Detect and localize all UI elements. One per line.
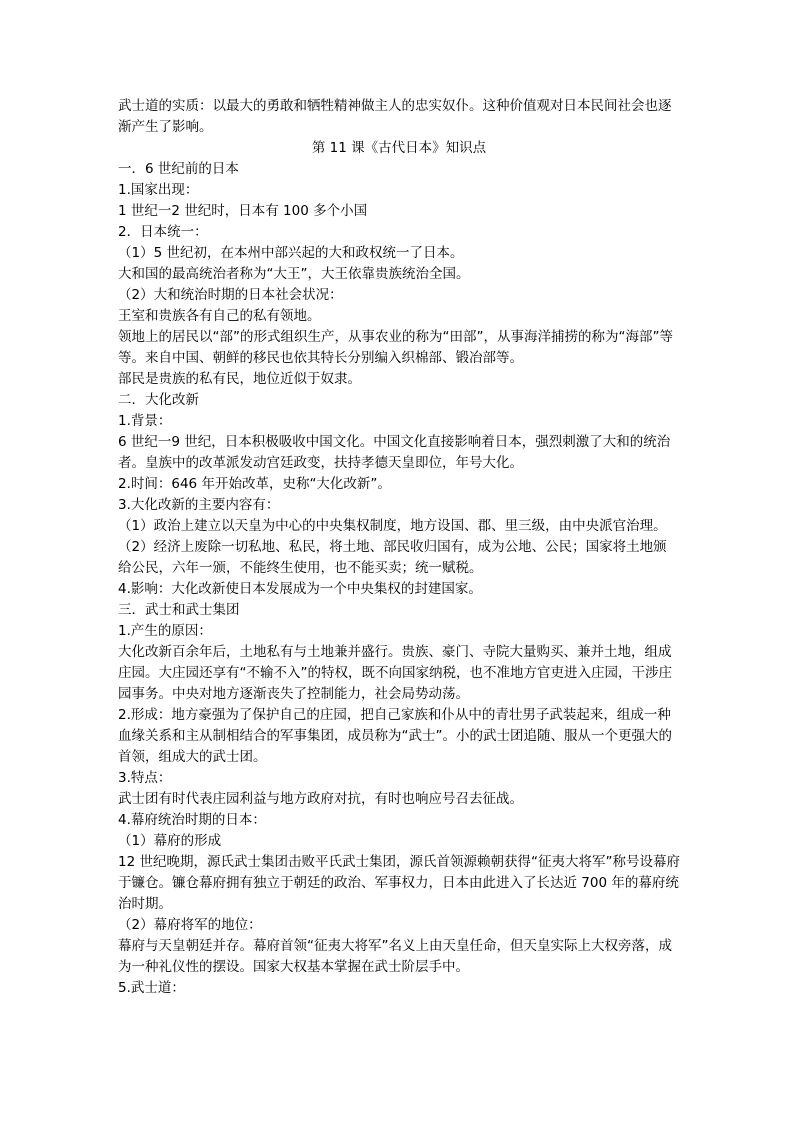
paragraph: （1）幕府的形成 — [118, 833, 222, 849]
subheading: 2．日本统一： — [118, 224, 208, 240]
paragraph: 2.形成：地方豪强为了保护自己的庄园，把自己家族和仆从中的青壮男子武装起来，组成一种血缘关系和主从制相结合的军事集团，成员称为“武士”。小的武士团追随、服从一个更强大的首领，组成大的武士团。 — [118, 707, 672, 765]
paragraph: 大和国的最高统治者称为“大王”，大王依靠贵族统治全国。 — [118, 266, 470, 282]
paragraph: 2.时间：646 年开始改革，史称“大化改新”。 — [118, 476, 391, 492]
paragraph: （1）5 世纪初，在本州中部兴起的大和政权统一了日本。 — [118, 245, 464, 261]
paragraph: 1 世纪一2 世纪时，日本有 100 多个小国 — [118, 203, 368, 219]
paragraph: 王室和贵族各有自己的私有领地。 — [118, 308, 321, 324]
paragraph: 4.影响：大化改新使日本发展成为一个中央集权的封建国家。 — [118, 581, 482, 597]
paragraph: 12 世纪晚期，源氏武士集团击败平氏武士集团，源氏首领源赖朝获得“征夷大将军”称号设幕府于镰仓。镰仓幕府拥有独立于朝廷的政治、军事权力，日本由此进入了长达近 700 年的幕府统治时期。 — [118, 854, 680, 912]
paragraph: 部民是贵族的私有民，地位近似于奴隶。 — [118, 371, 361, 387]
paragraph: 武士道的实质：以最大的勇敢和牺牲精神做主人的忠实奴仆。这种价值观对日本民间社会也逐渐产生了影响。 — [118, 98, 672, 135]
subheading: 3.大化改新的主要内容有： — [118, 497, 280, 513]
paragraph: 幕府与天皇朝廷并存。幕府首领“征夷大将军”名义上由天皇任命，但天皇实际上大权旁落，成为一种礼仪性的摆设。国家大权基本掌握在武士阶层手中。 — [118, 938, 672, 975]
subheading: 4.幕府统治时期的日本： — [118, 812, 266, 828]
paragraph: （1）政治上建立以天皇为中心的中央集权制度，地方设国、郡、里三级，由中央派官治理。 — [118, 518, 667, 534]
subheading: 1.背景： — [118, 413, 172, 429]
paragraph: 武士团有时代表庄园利益与地方政府对抗，有时也响应号召去征战。 — [118, 791, 523, 807]
lesson-title: 第 11 课《古代日本》知识点 — [311, 140, 487, 156]
section-heading: 三．武士和武士集团 — [118, 602, 240, 618]
document-page — [118, 96, 680, 999]
section-heading: 二．大化改新 — [118, 392, 199, 408]
subheading: 5.武士道： — [118, 980, 185, 996]
paragraph: （2）经济上废除一切私地、私民，将土地、部民收归国有，成为公地、公民；国家将土地颁给公民，六年一颁，不能终生使用，也不能买卖；统一赋税。 — [118, 539, 667, 576]
paragraph: 领地上的居民以“部”的形式组织生产，从事农业的称为“田部”，从事海洋捕捞的称为“海部”等等。来自中国、朝鲜的移民也依其特长分别编入织棉部、锻冶部等。 — [118, 329, 673, 366]
subheading: 1.国家出现： — [118, 182, 199, 198]
paragraph: （2）大和统治时期的日本社会状况： — [118, 287, 343, 303]
paragraph: （2）幕府将军的地位： — [118, 917, 262, 933]
subheading: 1.产生的原因： — [118, 623, 212, 639]
paragraph: 6 世纪一9 世纪，日本积极吸收中国文化。中国文化直接影响着日本，强烈刺激了大和的统治者。皇族中的改革派发动宫廷政变，扶持孝德天皇即位，年号大化。 — [118, 434, 671, 471]
subheading: 3.特点： — [118, 770, 172, 786]
paragraph: 大化改新百余年后，土地私有与土地兼并盛行。贵族、豪门、寺院大量购买、兼并土地，组成庄园。大庄园还享有“不输不入”的特权，既不向国家纳税，也不准地方官吏进入庄园，干涉庄园事务。中央对地方逐渐丧失了控制能力，社会局势动荡。 — [118, 644, 672, 702]
section-heading: 一．6 世纪前的日本 — [118, 161, 239, 177]
